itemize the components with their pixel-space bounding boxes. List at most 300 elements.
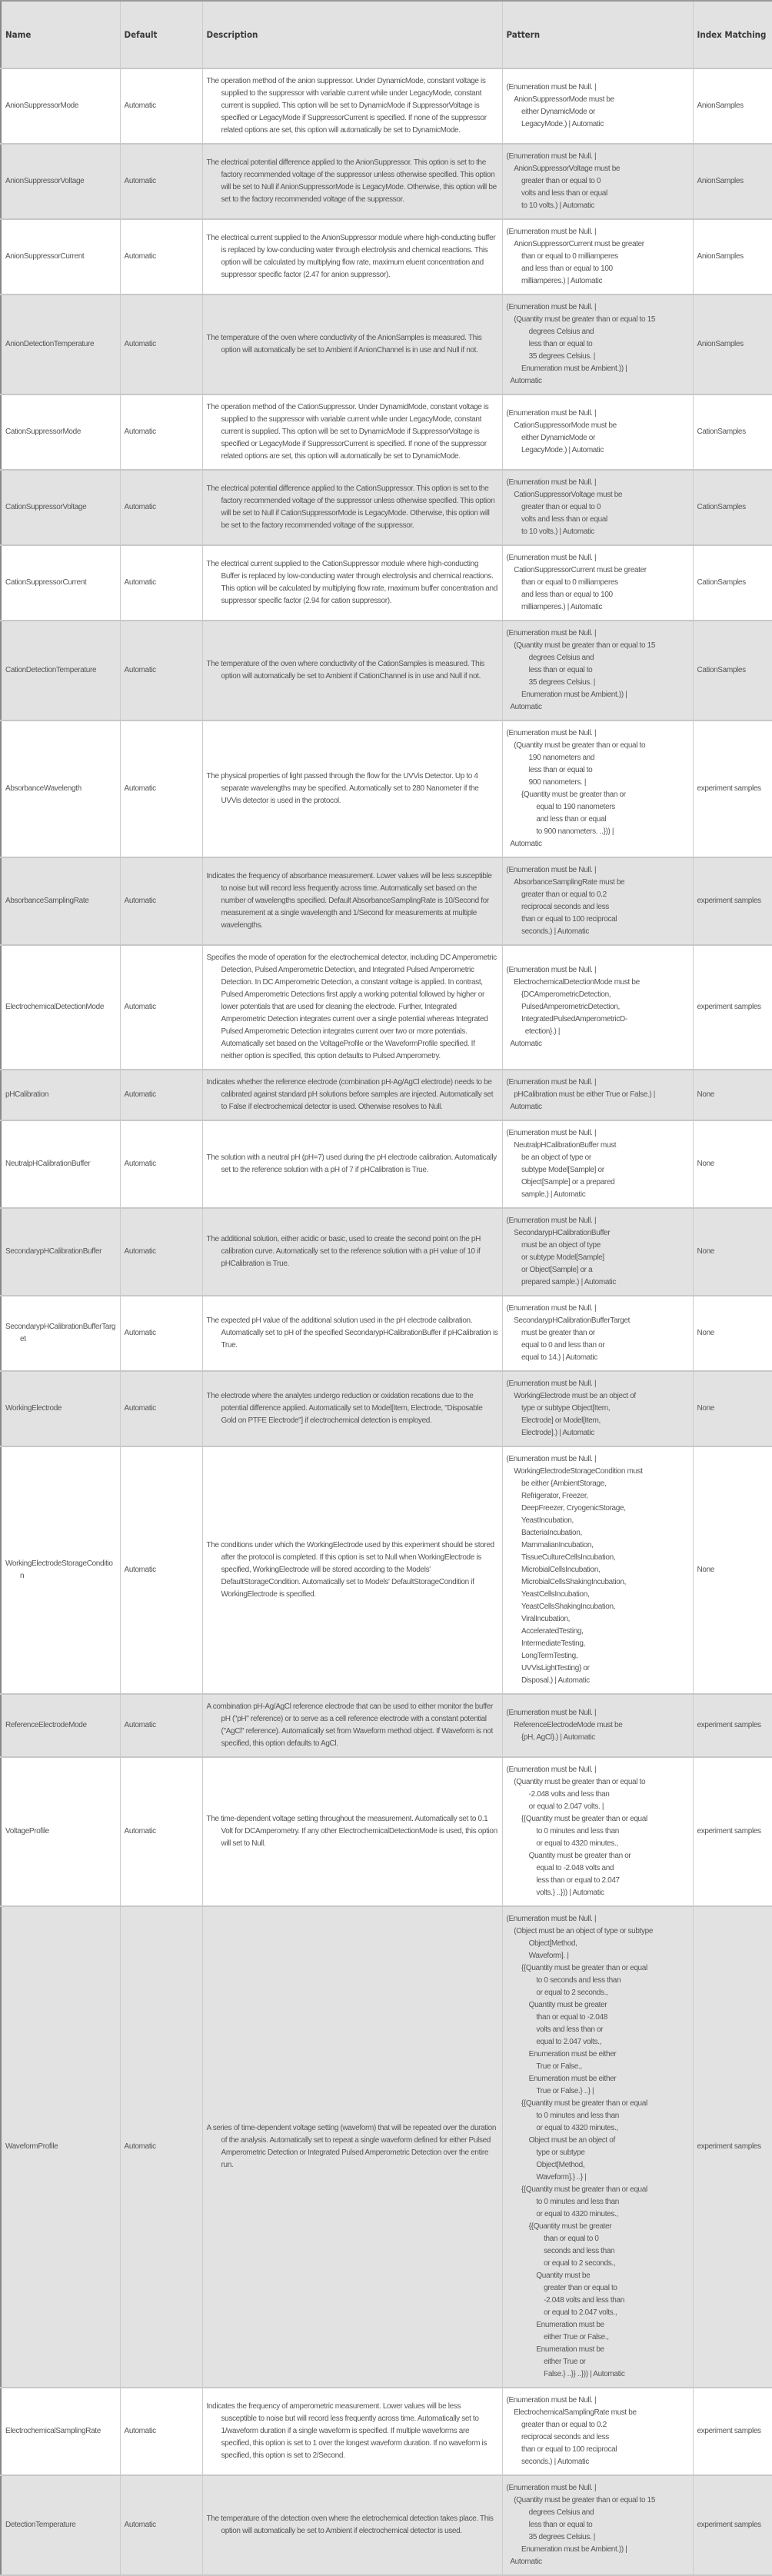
pattern-line: LongTermTesting, bbox=[506, 1652, 578, 1660]
table-row bbox=[1, 1296, 772, 1371]
pattern-line: (Enumeration must be Null. | bbox=[506, 1078, 597, 1087]
pattern-line: seconds and less than bbox=[506, 2247, 615, 2255]
pattern-line: Enumeration must be bbox=[506, 2321, 604, 2329]
pattern-line: volts.} ..})) | Automatic bbox=[506, 1889, 604, 1897]
option-name: SecondarypHCalibrationBufferTarget bbox=[1, 1296, 120, 1371]
option-default: Automatic bbox=[120, 1757, 202, 1906]
option-index-matching: CationSamples bbox=[693, 470, 772, 545]
option-default: Automatic bbox=[120, 1070, 202, 1120]
option-name: WaveformProfile bbox=[1, 1906, 120, 2388]
option-default: Automatic bbox=[120, 1694, 202, 1757]
pattern-line: or equal to 2 seconds., bbox=[506, 2259, 616, 2268]
option-description bbox=[202, 295, 502, 394]
option-name: CationSuppressorMode bbox=[1, 394, 120, 470]
pattern-line: be either {AmbientStorage, bbox=[506, 1479, 607, 1488]
option-index-matching: None bbox=[693, 1070, 772, 1120]
pattern-line: or equal to 4320 minutes., bbox=[506, 1839, 618, 1848]
option-pattern bbox=[502, 219, 693, 295]
pattern-line: LegacyMode.) | Automatic bbox=[506, 446, 604, 454]
option-pattern bbox=[502, 1371, 693, 1446]
option-default: Automatic bbox=[120, 1446, 202, 1694]
pattern-line: Electrode] or Model[Item, bbox=[506, 1416, 601, 1425]
option-description bbox=[202, 1906, 502, 2388]
pattern-line: (Enumeration must be Null. | bbox=[506, 152, 597, 161]
pattern-line: and less than or equal to 100 bbox=[506, 591, 613, 599]
table-row bbox=[1, 470, 772, 545]
option-default: Automatic bbox=[120, 1208, 202, 1296]
pattern-line: or Object[Sample] or a bbox=[506, 1266, 593, 1274]
pattern-line: 35 degrees Celsius. | bbox=[506, 678, 596, 687]
option-name: CationDetectionTemperature bbox=[1, 621, 120, 721]
pattern-line: Quantity must be greater bbox=[506, 2001, 607, 2009]
option-default: Automatic bbox=[120, 394, 202, 470]
option-description bbox=[202, 394, 502, 470]
table-row bbox=[1, 394, 772, 470]
pattern-line: etection}.) | bbox=[506, 1027, 561, 1036]
pattern-line: Quantity must be bbox=[506, 2271, 591, 2280]
pattern-line: -2.048 volts and less than bbox=[506, 2296, 624, 2305]
pattern-line: seconds.) | Automatic bbox=[506, 927, 590, 936]
table-row bbox=[1, 945, 772, 1070]
option-pattern bbox=[502, 721, 693, 857]
pattern-line: type or subtype bbox=[506, 2148, 585, 2157]
pattern-line: type or subtype Object[Item, bbox=[506, 1404, 611, 1413]
option-description bbox=[202, 1296, 502, 1371]
pattern-line: (Enumeration must be Null. | bbox=[506, 966, 597, 974]
pattern-line: YeastCellsIncubation, bbox=[506, 1590, 590, 1599]
pattern-line: (Quantity must be greater than or equal to 15 bbox=[506, 2496, 656, 2504]
option-description bbox=[202, 945, 502, 1070]
header-default: Default bbox=[120, 1, 202, 68]
pattern-line: equal to 190 nanometers bbox=[506, 803, 615, 811]
pattern-line: greater than or equal to bbox=[506, 2284, 617, 2292]
description-text: The physical properties of light passed through the flow for the UVVis Detector. Up to 4 separate wavelengths may be specified. Automatically set to 280 Nanometer if the UVVis detector is used in the protocol. bbox=[206, 772, 479, 805]
option-index-matching: experiment samples bbox=[693, 1906, 772, 2388]
table-row bbox=[1, 1757, 772, 1906]
pattern-line: CationSuppressorMode must be bbox=[506, 421, 617, 430]
description-text: The temperature of the oven where conductivity of the AnionSamples is measured. This option will automatically be set to Ambient if AnionChannel is in use and Null if not. bbox=[206, 334, 482, 354]
option-pattern bbox=[502, 1208, 693, 1296]
pattern-line: Enumeration must be either bbox=[506, 2050, 617, 2058]
table-row bbox=[1, 2475, 772, 2575]
table-row bbox=[1, 1371, 772, 1446]
pattern-line: {Quantity must be greater than or bbox=[506, 790, 626, 799]
table-row bbox=[1, 295, 772, 394]
option-description bbox=[202, 219, 502, 295]
pattern-line: True or False., bbox=[506, 2062, 582, 2071]
pattern-line: ViralIncubation, bbox=[506, 1615, 571, 1623]
pattern-line: Object[Method, bbox=[506, 1939, 577, 1948]
pattern-line: {{Quantity must be greater than or equal bbox=[506, 2099, 647, 2108]
pattern-line: reciprocal seconds and less bbox=[506, 2433, 609, 2441]
pattern-line: greater than or equal to 0.2 bbox=[506, 2421, 607, 2429]
option-index-matching: experiment samples bbox=[693, 945, 772, 1070]
table-row bbox=[1, 2388, 772, 2475]
description-text: A series of time-dependent voltage setting (waveform) that will be repeated over the duration of the analysis. Automatically set to repeat a single waveform defined for either Pulsed Amperometric Detection or Integrated Pulsed Amperometric Detection over the entire run. bbox=[206, 2124, 497, 2169]
pattern-line: (Enumeration must be Null. | bbox=[506, 409, 597, 418]
description-text: Indicates the frequency of amperometric measurement. Lower values will be less susceptible to noise but will record less frequently across time. Automatically set to 1/waveform duration if a single waveform is specified. If multiple waveforms are specified, this option is set to 1 over the longest waveform duration. If no waveform is specified, this option is set to 2/Second. bbox=[206, 2402, 487, 2460]
option-index-matching: experiment samples bbox=[693, 1757, 772, 1906]
table-row bbox=[1, 144, 772, 219]
pattern-line: or equal to 2 seconds., bbox=[506, 1989, 608, 1997]
pattern-line: to 0 minutes and less than bbox=[506, 1827, 619, 1835]
pattern-line: WorkingElectrode must be an object of bbox=[506, 1392, 636, 1400]
option-description bbox=[202, 68, 502, 144]
option-default: Automatic bbox=[120, 295, 202, 394]
option-default: Automatic bbox=[120, 1371, 202, 1446]
option-pattern bbox=[502, 1296, 693, 1371]
pattern-line: Automatic bbox=[506, 703, 542, 711]
pattern-line: equal to 2.047 volts., bbox=[506, 2038, 601, 2046]
pattern-line: either DynamicMode or bbox=[506, 108, 595, 116]
option-name: NeutralpHCalibrationBuffer bbox=[1, 1120, 120, 1208]
pattern-line: than or equal to -2.048 bbox=[506, 2013, 607, 2022]
pattern-line: CationSuppressorCurrent must be greater bbox=[506, 566, 647, 574]
option-default: Automatic bbox=[120, 1296, 202, 1371]
pattern-line: (Enumeration must be Null. | bbox=[506, 1455, 597, 1463]
pattern-line: (Enumeration must be Null. | bbox=[506, 1709, 597, 1717]
description-text: The temperature of the detection oven where the eletrochemical detection takes place. This option will automatically be set to Ambient if electrochemical detector is used. bbox=[206, 2514, 494, 2535]
pattern-line: to 10 volts.) | Automatic bbox=[506, 528, 594, 536]
option-index-matching: AnionSamples bbox=[693, 68, 772, 144]
option-default: Automatic bbox=[120, 721, 202, 857]
table-row bbox=[1, 219, 772, 295]
option-index-matching: AnionSamples bbox=[693, 219, 772, 295]
pattern-line: WorkingElectrodeStorageCondition must bbox=[506, 1467, 643, 1476]
table-row bbox=[1, 68, 772, 144]
description-text: The electrical potential difference applied to the CationSuppressor. This option is set to the factory recommended voltage of the suppressor unless otherwise specified. This option will be set to Null if CationSuppressorMode is LegacyMode. Otherwise, this option will be set to the factory recommended voltage of the suppressor. bbox=[206, 484, 495, 530]
pattern-line: 190 nanometers and bbox=[506, 754, 595, 762]
option-default: Automatic bbox=[120, 68, 202, 144]
option-index-matching: experiment samples bbox=[693, 1694, 772, 1757]
pattern-line: ElectrochemicalDetectionMode must be bbox=[506, 978, 640, 987]
pattern-line: ElectrochemicalSamplingRate must be bbox=[506, 2408, 637, 2417]
option-name: CationSuppressorCurrent bbox=[1, 545, 120, 621]
description-text: The electrical current supplied to the CationSuppressor module where high-conducting Buffer is replaced by low-conducting water through electrolysis and chemical reactions. This option will be calculated by multiplying flow rate, maximum buffer concentration and suppressor specific factor (2.94 for cation suppressor). bbox=[206, 560, 497, 605]
pattern-line: (Enumeration must be Null. | bbox=[506, 1915, 597, 1923]
option-pattern bbox=[502, 2388, 693, 2475]
option-pattern bbox=[502, 394, 693, 470]
option-description bbox=[202, 144, 502, 219]
pattern-line: (Enumeration must be Null. | bbox=[506, 2396, 597, 2405]
option-name: WorkingElectrode bbox=[1, 1371, 120, 1446]
pattern-line: than or equal to 0 bbox=[506, 2235, 599, 2243]
pattern-line: than or equal to 100 reciprocal bbox=[506, 915, 617, 924]
pattern-line: {{Quantity must be greater than or equal bbox=[506, 1815, 647, 1823]
option-default: Automatic bbox=[120, 1906, 202, 2388]
table-row bbox=[1, 1070, 772, 1120]
pattern-line: LegacyMode.) | Automatic bbox=[506, 120, 604, 128]
pattern-line: AcceleratedTesting, bbox=[506, 1627, 584, 1636]
pattern-line: Waveform]. | bbox=[506, 1952, 569, 1960]
option-pattern bbox=[502, 1446, 693, 1694]
option-pattern bbox=[502, 1694, 693, 1757]
pattern-line: greater than or equal to 0 bbox=[506, 503, 601, 511]
pattern-line: less than or equal to bbox=[506, 666, 593, 674]
pattern-line: or subtype Model[Sample] bbox=[506, 1253, 604, 1262]
pattern-line: to 0 minutes and less than bbox=[506, 2198, 619, 2206]
option-pattern bbox=[502, 1757, 693, 1906]
option-name: ElectrochemicalSamplingRate bbox=[1, 2388, 120, 2475]
option-pattern bbox=[502, 621, 693, 721]
table-row bbox=[1, 545, 772, 621]
pattern-line: False.} ..}} ..})) | Automatic bbox=[506, 2370, 625, 2378]
option-default: Automatic bbox=[120, 2388, 202, 2475]
description-text: The time-dependent voltage setting throughout the measurement. Automatically set to 0.1 Volt for DCAmperometry. If any other ElectrochemicalDetectionMode is used, this option will set to Null. bbox=[206, 1815, 497, 1848]
pattern-line: Object[Sample] or a prepared bbox=[506, 1178, 615, 1186]
header-description: Description bbox=[202, 1, 502, 68]
pattern-line: equal to -2.048 volts and bbox=[506, 1864, 614, 1872]
option-pattern bbox=[502, 144, 693, 219]
table-row bbox=[1, 1906, 772, 2388]
description-text: A combination pH-Ag/AgCl reference electrode that can be used to either monitor the buffer pH ("pH" reference) or to serve as a cell reference electrode with a constant potential ("AgCl" reference). Automatically set from Waveform method object. If Waveform is not specified, this option defaults to AgCl. bbox=[206, 1702, 493, 1748]
option-description bbox=[202, 470, 502, 545]
pattern-line: -2.048 volts and less than bbox=[506, 1790, 610, 1799]
pattern-line: Waveform].} ..} | bbox=[506, 2173, 587, 2182]
pattern-line: (Enumeration must be Null. | bbox=[506, 1766, 597, 1774]
pattern-line: AbsorbanceSamplingRate must be bbox=[506, 878, 625, 887]
pattern-line: and less than or equal to 100 bbox=[506, 265, 613, 273]
description-text: The expected pH value of the additional solution used in the pH electrode calibration. Automatically set to pH of the specified SecondarypHCalibrationBuffer if pHCalibration is True. bbox=[206, 1316, 498, 1350]
pattern-line: less than or equal to bbox=[506, 340, 593, 348]
option-default: Automatic bbox=[120, 470, 202, 545]
option-index-matching: experiment samples bbox=[693, 2388, 772, 2475]
pattern-line: or equal to 4320 minutes., bbox=[506, 2124, 618, 2132]
pattern-line: reciprocal seconds and less bbox=[506, 903, 609, 911]
pattern-line: Quantity must be greater than or bbox=[506, 1852, 631, 1860]
table-row bbox=[1, 1446, 772, 1694]
pattern-line: AnionSuppressorMode must be bbox=[506, 95, 614, 104]
option-name: ElectrochemicalDetectionMode bbox=[1, 945, 120, 1070]
header-name: Name bbox=[1, 1, 120, 68]
option-pattern bbox=[502, 545, 693, 621]
option-index-matching: experiment samples bbox=[693, 2475, 772, 2575]
option-description bbox=[202, 1694, 502, 1757]
pattern-line: 900 nanometers. | bbox=[506, 778, 587, 787]
option-name: AnionSuppressorMode bbox=[1, 68, 120, 144]
pattern-line: Automatic bbox=[506, 840, 542, 848]
option-name: AnionSuppressorCurrent bbox=[1, 219, 120, 295]
description-text: Indicates whether the reference electrode (combination pH-Ag/AgCl electrode) needs to be calibrated against standard pH solutions before samples are injected. Automatically set to False if electrochemical detector is used. Otherwise resolves to Null. bbox=[206, 1078, 494, 1111]
table-row bbox=[1, 1120, 772, 1208]
option-index-matching: AnionSamples bbox=[693, 144, 772, 219]
pattern-line: degrees Celsius and bbox=[506, 328, 594, 336]
pattern-line: greater than or equal to 0.2 bbox=[506, 890, 607, 899]
pattern-line: milliamperes.) | Automatic bbox=[506, 603, 603, 611]
option-default: Automatic bbox=[120, 144, 202, 219]
option-description bbox=[202, 1757, 502, 1906]
pattern-line: greater than or equal to 0 bbox=[506, 177, 601, 185]
pattern-line: Object[Method, bbox=[506, 2161, 585, 2169]
pattern-line: to 900 nanometers. ..})) | bbox=[506, 827, 614, 836]
option-description bbox=[202, 1446, 502, 1694]
pattern-line: (Quantity must be greater than or equal to bbox=[506, 741, 646, 750]
option-name: AnionSuppressorVoltage bbox=[1, 144, 120, 219]
header-pattern: Pattern bbox=[502, 1, 693, 68]
option-index-matching: CationSamples bbox=[693, 621, 772, 721]
pattern-line: equal to 0 and less than or bbox=[506, 1341, 605, 1350]
option-index-matching: AnionSamples bbox=[693, 295, 772, 394]
pattern-line: {{Quantity must be greater than or equal bbox=[506, 2185, 647, 2194]
pattern-line: IntermediateTesting, bbox=[506, 1639, 585, 1648]
pattern-line: MicrobialCellsShakingIncubation, bbox=[506, 1578, 627, 1586]
pattern-line: DeepFreezer, CryogenicStorage, bbox=[506, 1504, 626, 1513]
description-text: The electrode where the analytes undergo reduction or oxidation recations due to the potential difference applied. Automatically set to Model[Item, Electrode, "Disposable Gold on PTFE Electrode"] if electrochemical detection is employed. bbox=[206, 1392, 483, 1425]
description-text: The additional solution, either acidic or basic, used to create the second point on the pH calibration curve. Automatically set to the reference solution with a pH value of 10 if pHCalibration is True. bbox=[206, 1235, 481, 1268]
pattern-line: Electrode].) | Automatic bbox=[506, 1429, 594, 1437]
table-row bbox=[1, 721, 772, 857]
table-row bbox=[1, 857, 772, 945]
pattern-line: Refrigerator, Freezer, bbox=[506, 1492, 588, 1500]
pattern-line: MammalianIncubation, bbox=[506, 1541, 594, 1549]
option-pattern bbox=[502, 68, 693, 144]
pattern-line: Disposal.) | Automatic bbox=[506, 1676, 590, 1685]
pattern-line: {{Quantity must be greater than or equal bbox=[506, 1964, 647, 1972]
pattern-line: (Enumeration must be Null. | bbox=[506, 228, 597, 236]
option-index-matching: experiment samples bbox=[693, 857, 772, 945]
option-description bbox=[202, 545, 502, 621]
option-pattern bbox=[502, 945, 693, 1070]
description-text: The solution with a neutral pH (pH=7) used during the pH electrode calibration. Automatically set to the reference solution with a pH of 7 if pHCalibration is True. bbox=[206, 1153, 497, 1174]
pattern-line: True or False.} ..} | bbox=[506, 2087, 594, 2095]
pattern-line: and less than or equal bbox=[506, 815, 607, 824]
pattern-line: Automatic bbox=[506, 1103, 542, 1111]
header-index-matching: Index Matching bbox=[693, 1, 772, 68]
option-description bbox=[202, 1070, 502, 1120]
description-text: The electrical potential difference applied to the AnionSuppressor. This option is set to the factory recommended voltage of the suppressor unless otherwise specified. This option will be set to Null if AnionSuppressorMode is LegacyMode. Otherwise, this option will be set to the factory recommended voltage of the suppressor. bbox=[206, 158, 497, 204]
pattern-line: seconds.) | Automatic bbox=[506, 2458, 590, 2466]
description-text: The conditions under which the WorkingElectrode used by this experiment should be stored after the protocol is completed. If this option is set to Null when WorkingElectrode is specified, WorkingElectrode will be stored according to the Models' DefaultStorageCondition. Automatically set to Models' DefaultStorageCondition if WorkingElectrode is specified. bbox=[206, 1541, 494, 1599]
option-default: Automatic bbox=[120, 1120, 202, 1208]
description-text: The operation method of the anion suppressor. Under DynamicMode, constant voltage is supplied to the suppressor with variable current while under LegacyMode, constant current is supplied. This option will be set to DynamicMode if SuppressorVoltage is specified or LegacyMode if SuppressorCurrent is specified. If none of the suppressor related options are set, this option will automatically be set to DynamicMode. bbox=[206, 77, 487, 135]
pattern-line: volts and less than or equal bbox=[506, 515, 607, 524]
pattern-line: MicrobialCellsIncubation, bbox=[506, 1566, 601, 1574]
option-name: AbsorbanceSamplingRate bbox=[1, 857, 120, 945]
option-index-matching: None bbox=[693, 1371, 772, 1446]
pattern-line: than or equal to 0 milliamperes bbox=[506, 578, 618, 587]
option-pattern bbox=[502, 1070, 693, 1120]
option-index-matching: None bbox=[693, 1120, 772, 1208]
option-index-matching: CationSamples bbox=[693, 394, 772, 470]
pattern-line: volts and less than or equal bbox=[506, 189, 607, 198]
option-name: pHCalibration bbox=[1, 1070, 120, 1120]
pattern-line: BacteriaIncubation, bbox=[506, 1529, 582, 1537]
pattern-line: prepared sample.) | Automatic bbox=[506, 1278, 617, 1286]
option-description bbox=[202, 1371, 502, 1446]
table-body bbox=[1, 68, 772, 2575]
pattern-line: TissueCultureCellsIncubation, bbox=[506, 1553, 616, 1562]
pattern-line: PulsedAmperometricDetection, bbox=[506, 1003, 620, 1011]
option-name: VoltageProfile bbox=[1, 1757, 120, 1906]
option-description bbox=[202, 857, 502, 945]
pattern-line: Enumeration must be Ambient.)) | bbox=[506, 691, 627, 699]
pattern-line: pHCalibration must be either True or False.) | bbox=[506, 1090, 656, 1099]
option-description bbox=[202, 2388, 502, 2475]
pattern-line: 35 degrees Celsius. | bbox=[506, 352, 596, 361]
pattern-line: than or equal to 0 milliamperes bbox=[506, 252, 618, 261]
pattern-line: YeastIncubation, bbox=[506, 1516, 574, 1525]
pattern-line: than or equal to 100 reciprocal bbox=[506, 2445, 617, 2454]
pattern-line: less than or equal to 2.047 bbox=[506, 1876, 620, 1885]
pattern-line: less than or equal to bbox=[506, 766, 593, 774]
option-pattern bbox=[502, 1906, 693, 2388]
pattern-line: IntegratedPulsedAmperometricD- bbox=[506, 1015, 627, 1023]
option-default: Automatic bbox=[120, 219, 202, 295]
option-default: Automatic bbox=[120, 2475, 202, 2575]
option-name: WorkingElectrodeStorageCondition bbox=[1, 1446, 120, 1694]
pattern-line: (Enumeration must be Null. | bbox=[506, 2484, 597, 2492]
description-text: Indicates the frequency of absorbance measurement. Lower values will be less susceptible to noise but will record less frequently across time. Automatically set based on the number of wavelengths specified. Default AbsorbanceSamplingRate is 10/Second for measurement at a single wavelength and 1/Second for measurements at multiple wavelengths. bbox=[206, 872, 492, 930]
pattern-line: (Enumeration must be Null. | bbox=[506, 629, 597, 637]
pattern-line: Enumeration must be either bbox=[506, 2075, 617, 2083]
pattern-line: UVVisLightTesting} or bbox=[506, 1664, 590, 1672]
option-pattern bbox=[502, 1120, 693, 1208]
pattern-line: to 0 seconds and less than bbox=[506, 1976, 621, 1985]
description-text: The electrical current supplied to the AnionSuppressor module where high-conducting buffer is replaced by low-conducting water through electrolysis and chemical reactions. This option will be calculated by multiplying flow rate, maximum eluent concentration and suppressor specific factor (2.47 for anion suppressor). bbox=[206, 234, 496, 279]
pattern-line: milliamperes.) | Automatic bbox=[506, 277, 603, 285]
pattern-line: volts and less than or bbox=[506, 2025, 604, 2034]
pattern-line: CationSuppressorVoltage must be bbox=[506, 491, 623, 499]
option-index-matching: experiment samples bbox=[693, 721, 772, 857]
pattern-line: (Enumeration must be Null. | bbox=[506, 478, 597, 487]
option-description bbox=[202, 621, 502, 721]
option-name: CationSuppressorVoltage bbox=[1, 470, 120, 545]
pattern-line: be an object of type or bbox=[506, 1153, 591, 1162]
pattern-line: to 10 volts.) | Automatic bbox=[506, 201, 594, 210]
pattern-line: sample.) | Automatic bbox=[506, 1190, 586, 1199]
option-name: AnionDetectionTemperature bbox=[1, 295, 120, 394]
pattern-line: NeutralpHCalibrationBuffer must bbox=[506, 1141, 617, 1150]
pattern-line: Enumeration must be Ambient.)) | bbox=[506, 364, 627, 373]
pattern-line: Automatic bbox=[506, 377, 542, 385]
pattern-line: (Enumeration must be Null. | bbox=[506, 729, 597, 737]
pattern-line: Enumeration must be bbox=[506, 2345, 604, 2354]
option-description bbox=[202, 1208, 502, 1296]
option-pattern bbox=[502, 470, 693, 545]
pattern-line: (Enumeration must be Null. | bbox=[506, 866, 597, 874]
pattern-line: (Enumeration must be Null. | bbox=[506, 1304, 597, 1313]
pattern-line: SecondarypHCalibrationBuffer bbox=[506, 1229, 611, 1237]
table-header-row bbox=[1, 1, 772, 68]
pattern-line: (Enumeration must be Null. | bbox=[506, 1129, 597, 1137]
option-index-matching: None bbox=[693, 1296, 772, 1371]
pattern-line: Enumeration must be Ambient.)) | bbox=[506, 2545, 627, 2554]
pattern-line: subtype Model[Sample] or bbox=[506, 1166, 604, 1174]
pattern-line: (Quantity must be greater than or equal to bbox=[506, 1778, 646, 1786]
option-index-matching: CationSamples bbox=[693, 545, 772, 621]
pattern-line: equal to 14.) | Automatic bbox=[506, 1353, 597, 1362]
table-row bbox=[1, 621, 772, 721]
pattern-line: (Enumeration must be Null. | bbox=[506, 554, 597, 562]
pattern-line: or equal to 2.047 volts. | bbox=[506, 1802, 604, 1811]
option-name: ReferenceElectrodeMode bbox=[1, 1694, 120, 1757]
description-text: The temperature of the oven where conductivity of the CationSamples is measured. This option will automatically be set to Ambient if CationChannel is in use and Null if not. bbox=[206, 660, 484, 681]
pattern-line: AnionSuppressorCurrent must be greater bbox=[506, 240, 644, 248]
option-description bbox=[202, 721, 502, 857]
option-index-matching: None bbox=[693, 1208, 772, 1296]
pattern-line: or equal to 4320 minutes., bbox=[506, 2210, 618, 2218]
pattern-line: (Quantity must be greater than or equal to 15 bbox=[506, 315, 656, 324]
pattern-line: (Enumeration must be Null. | bbox=[506, 303, 597, 311]
option-name: AbsorbanceWavelength bbox=[1, 721, 120, 857]
table-row bbox=[1, 1208, 772, 1296]
pattern-line: either DynamicMode or bbox=[506, 434, 595, 442]
pattern-line: (Quantity must be greater than or equal to 15 bbox=[506, 641, 656, 650]
option-description bbox=[202, 1120, 502, 1208]
option-pattern bbox=[502, 295, 693, 394]
pattern-line: {{Quantity must be greater bbox=[506, 2222, 612, 2231]
option-index-matching: None bbox=[693, 1446, 772, 1694]
